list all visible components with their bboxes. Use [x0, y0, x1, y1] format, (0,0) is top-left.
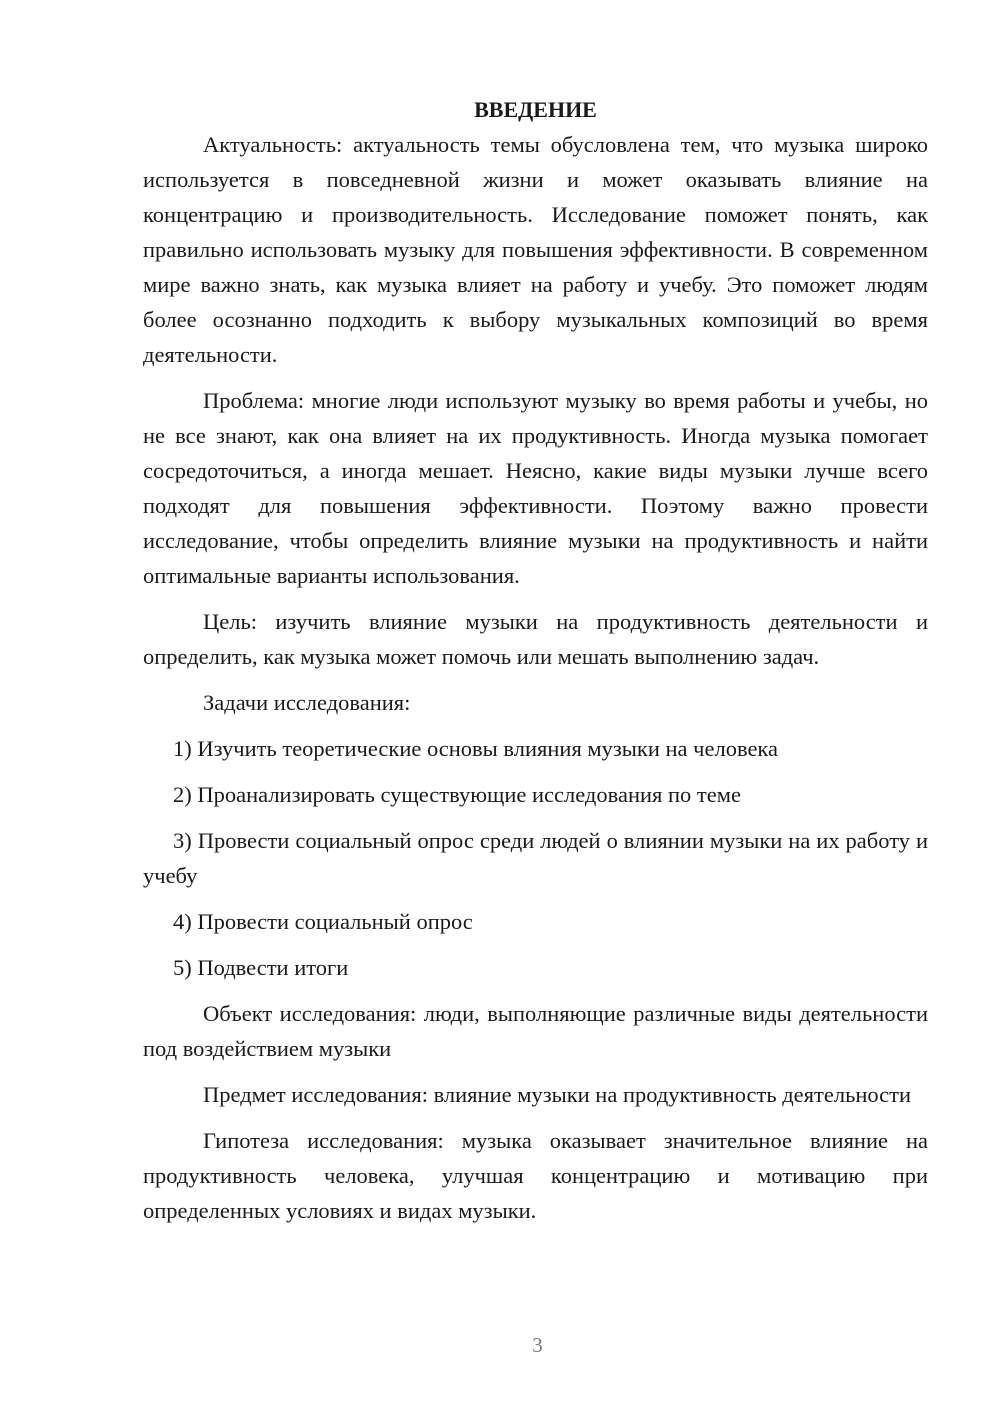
task-item-2: 2) Проанализировать существующие исследования по теме [173, 782, 741, 807]
paragraph-subject: Предмет исследования: влияние музыки на продуктивность деятельности [203, 1082, 912, 1107]
task-item-5: 5) Подвести итоги [173, 955, 349, 980]
paragraph-hypothesis: Гипотеза исследования: музыка оказывает значительное влияние на продуктивность человека, улучшая концентрацию и мотивацию при определенных условиях и видах музыки. [143, 1128, 928, 1223]
section-title: ВВЕДЕНИЕ [474, 97, 597, 122]
paragraph-object: Объект исследования: люди, выполняющие различные виды деятельности под воздействием музыки [143, 1001, 928, 1061]
tasks-heading: Задачи исследования: [203, 690, 411, 715]
page-number: 3 [532, 1333, 543, 1357]
page-content [143, 92, 928, 1228]
paragraph-relevance: Актуальность: актуальность темы обусловлена тем, что музыка широко используется в повседневной жизни и может оказывать влияние на концентрацию и производительность. Исследование поможет понять, как правильно использовать музыку для повышения эффективности. В современном мире важно знать, как музыка влияет на работу и учебу. Это поможет людям более осознанно подходить к выбору музыкальных композиций во время деятельности. [143, 132, 928, 367]
paragraph-goal: Цель: изучить влияние музыки на продуктивность деятельности и определить, как музыка может помочь или мешать выполнению задач. [143, 609, 928, 669]
task-item-3: 3) Провести социальный опрос среди людей о влиянии музыки на их работу и учебу [143, 828, 928, 888]
task-item-4: 4) Провести социальный опрос [173, 909, 473, 934]
task-item-1: 1) Изучить теоретические основы влияния музыки на человека [173, 736, 779, 761]
paragraph-problem: Проблема: многие люди используют музыку во время работы и учебы, но не все знают, как она влияет на их продуктивность. Иногда музыка помогает сосредоточиться, а иногда мешает. Неясно, какие виды музыки лучше всего подходят для повышения эффективности. Поэтому важно провести исследование, чтобы определить влияние музыки на продуктивность и найти оптимальные варианты использования. [143, 388, 928, 588]
